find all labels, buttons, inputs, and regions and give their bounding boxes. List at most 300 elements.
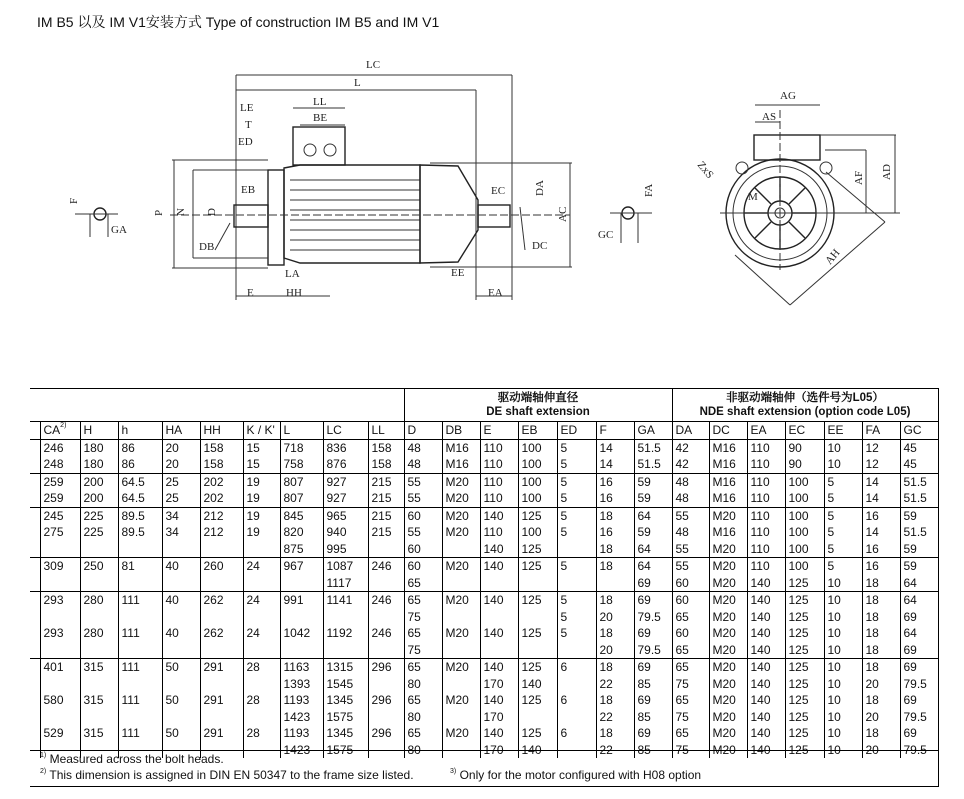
table-cell: 875 (280, 541, 323, 558)
table-cell: 215 (368, 473, 404, 490)
table-cell: 20 (162, 456, 200, 473)
table-cell: 995 (323, 541, 368, 558)
table-cell: 18 (862, 725, 900, 742)
column-header: EC (785, 422, 824, 440)
column-header: L (280, 422, 323, 440)
table-cell (368, 541, 404, 558)
table-cell (40, 575, 80, 592)
table-cell: M20 (442, 507, 480, 524)
table-cell: 262 (200, 625, 243, 642)
table-cell: 170 (480, 742, 518, 759)
table-cell (118, 541, 162, 558)
table-cell: 110 (480, 456, 518, 473)
table-cell: 170 (480, 676, 518, 693)
dim-label-dc: DC (532, 240, 548, 252)
table-cell (596, 575, 634, 592)
table-cell: 86 (118, 439, 162, 456)
table-cell: 48 (672, 524, 709, 541)
table-cell: 180 (80, 456, 118, 473)
table-cell: M16 (709, 473, 747, 490)
table-cell: 1193 (280, 725, 323, 742)
table-cell: 140 (480, 625, 518, 642)
dim-label-p: P (153, 209, 165, 216)
table-cell: 140 (747, 609, 785, 626)
table-cell (480, 609, 518, 626)
table-cell: 215 (368, 524, 404, 541)
table-cell: 55 (672, 541, 709, 558)
table-cell: 140 (480, 541, 518, 558)
table-cell (162, 575, 200, 592)
table-cell (200, 676, 243, 693)
table-row (30, 625, 938, 642)
table-cell: 125 (518, 659, 557, 676)
table-cell: 296 (368, 692, 404, 709)
table-cell: 927 (323, 473, 368, 490)
dim-label-eb: EB (241, 184, 256, 196)
column-header: F (596, 422, 634, 440)
table-cell (518, 709, 557, 726)
table-cell: 64.5 (118, 490, 162, 507)
footnote-2: $^{2)}$ This dimension is assigned in DIN EN 50347 to the frame size listed. (40, 768, 414, 782)
table-cell: 1575 (323, 709, 368, 726)
table-cell (518, 609, 557, 626)
table-cell: 158 (200, 439, 243, 456)
table-cell: 79.5 (900, 709, 938, 726)
table-cell: 40 (162, 625, 200, 642)
table-cell: 45 (900, 439, 938, 456)
table-cell: 10 (824, 709, 862, 726)
table-cell: 836 (323, 439, 368, 456)
table-cell: 10 (824, 692, 862, 709)
table-cell: 110 (747, 558, 785, 575)
table-cell: 60 (404, 507, 442, 524)
table-cell: 876 (323, 456, 368, 473)
table-cell: 125 (518, 541, 557, 558)
table-cell: 1423 (280, 709, 323, 726)
table-cell: 51.5 (634, 439, 672, 456)
table-cell: 5 (557, 456, 596, 473)
table-cell: 10 (824, 592, 862, 609)
table-cell: 110 (480, 490, 518, 507)
table-cell: 807 (280, 490, 323, 507)
table-cell: 111 (118, 592, 162, 609)
table-cell: 10 (824, 625, 862, 642)
table-cell: 59 (900, 507, 938, 524)
table-cell: M16 (442, 439, 480, 456)
table-cell: 1545 (323, 676, 368, 693)
dimension-table (30, 388, 939, 758)
table-cell: 401 (40, 659, 80, 676)
dim-label-ga: GA (111, 224, 127, 236)
table-cell: 85 (634, 676, 672, 693)
table-cell: 10 (824, 456, 862, 473)
table-cell: 315 (80, 692, 118, 709)
table-cell: 110 (747, 439, 785, 456)
table-cell: 200 (80, 473, 118, 490)
table-cell: 22 (596, 709, 634, 726)
table-cell: M16 (709, 490, 747, 507)
table-cell (243, 541, 280, 558)
table-cell: 24 (243, 625, 280, 642)
table-cell: 259 (40, 473, 80, 490)
table-cell: M20 (442, 659, 480, 676)
table-row (30, 592, 938, 609)
table-cell: 40 (162, 592, 200, 609)
table-cell: 170 (480, 709, 518, 726)
table-cell: 125 (785, 592, 824, 609)
table-cell: 28 (243, 692, 280, 709)
table-cell: M20 (442, 692, 480, 709)
table-cell (80, 609, 118, 626)
table-cell: M20 (442, 490, 480, 507)
table-cell: 64 (900, 625, 938, 642)
table-cell: M20 (709, 507, 747, 524)
table-cell: 69 (634, 575, 672, 592)
table-cell: 718 (280, 439, 323, 456)
table-cell: 291 (200, 725, 243, 742)
table-cell: 59 (634, 524, 672, 541)
side-view (170, 75, 572, 300)
footnotes (30, 750, 939, 787)
table-cell: 64 (900, 575, 938, 592)
table-cell: 60 (404, 541, 442, 558)
table-row (30, 609, 938, 626)
table-cell: 125 (785, 625, 824, 642)
table-cell: 248 (40, 456, 80, 473)
table-cell: M20 (709, 692, 747, 709)
table-cell: 110 (747, 507, 785, 524)
table-cell (200, 642, 243, 659)
table-cell (280, 609, 323, 626)
table-cell: 202 (200, 490, 243, 507)
table-row (30, 642, 938, 659)
table-cell (280, 642, 323, 659)
table-cell: 110 (480, 473, 518, 490)
table-cell: 90 (785, 439, 824, 456)
dim-label-be: BE (313, 112, 328, 124)
dim-label-d: D (206, 208, 218, 216)
dim-label-db: DB (199, 241, 215, 253)
table-cell: 20 (596, 642, 634, 659)
dim-label-m: M (748, 191, 758, 203)
end-view (720, 105, 900, 305)
table-cell (162, 676, 200, 693)
table-cell: 65 (404, 725, 442, 742)
table-cell: 315 (80, 725, 118, 742)
table-cell (243, 609, 280, 626)
table-cell: 28 (243, 725, 280, 742)
table-cell: M20 (709, 642, 747, 659)
column-header: DB (442, 422, 480, 440)
table-row (30, 575, 938, 592)
table-cell: 158 (368, 456, 404, 473)
table-cell: 246 (368, 625, 404, 642)
table-cell: 51.5 (900, 524, 938, 541)
table-cell (518, 642, 557, 659)
table-cell: 125 (785, 659, 824, 676)
table-cell: 293 (40, 592, 80, 609)
table-cell: 845 (280, 507, 323, 524)
table-cell: M20 (442, 625, 480, 642)
table-cell: 14 (596, 456, 634, 473)
table-cell: 64 (900, 592, 938, 609)
table-cell: 20 (862, 676, 900, 693)
dim-label-ag: AG (780, 90, 796, 102)
table-cell (368, 676, 404, 693)
dim-label-as: AS (762, 111, 777, 123)
nde-section-header (672, 389, 938, 422)
table-cell: 18 (862, 659, 900, 676)
dim-label-ah: AH (823, 247, 843, 267)
table-cell: 1087 (323, 558, 368, 575)
table-cell: 79.5 (900, 742, 938, 759)
table-cell: 245 (40, 507, 80, 524)
column-header: EE (824, 422, 862, 440)
table-cell: 10 (824, 609, 862, 626)
table-cell (557, 676, 596, 693)
table-cell (557, 709, 596, 726)
table-cell: 315 (80, 659, 118, 676)
table-cell: M20 (442, 592, 480, 609)
table-cell: 100 (518, 524, 557, 541)
table-cell: 180 (80, 439, 118, 456)
table-cell: 14 (596, 439, 634, 456)
table-cell (40, 642, 80, 659)
table-cell: 5 (824, 473, 862, 490)
table-cell: 100 (785, 490, 824, 507)
column-header: LL (368, 422, 404, 440)
table-cell: 807 (280, 473, 323, 490)
table-cell: 5 (824, 524, 862, 541)
table-cell: 820 (280, 524, 323, 541)
table-cell: 10 (824, 642, 862, 659)
table-cell: 60 (672, 592, 709, 609)
column-header: HH (200, 422, 243, 440)
table-cell: 59 (634, 490, 672, 507)
column-header: CA$^{2)}$ (40, 422, 80, 440)
table-cell: 140 (747, 575, 785, 592)
table-cell: 80 (404, 742, 442, 759)
table-cell (442, 676, 480, 693)
page-title: IM B5 以及 IM V1安装方式 Type of construction IM B5 and IM V1 (37, 14, 440, 30)
table-cell: 69 (634, 692, 672, 709)
table-cell: M20 (709, 676, 747, 693)
table-cell: M20 (442, 725, 480, 742)
table-cell: 125 (785, 609, 824, 626)
de-section-cn: 驱动端轴伸直径 (497, 392, 579, 404)
table-cell (557, 642, 596, 659)
table-cell: 5 (557, 609, 596, 626)
table-cell (480, 642, 518, 659)
table-cell: 16 (596, 490, 634, 507)
table-cell: 55 (404, 490, 442, 507)
table-cell: M20 (709, 742, 747, 759)
table-cell: 140 (747, 692, 785, 709)
table-cell: 65 (672, 725, 709, 742)
table-cell: 18 (596, 625, 634, 642)
table-cell: 110 (747, 473, 785, 490)
table-cell: 100 (518, 439, 557, 456)
table-cell (80, 676, 118, 693)
table-cell: 60 (672, 625, 709, 642)
table-cell: 125 (785, 725, 824, 742)
table-cell: 215 (368, 507, 404, 524)
table-row (30, 490, 938, 507)
table-cell: M16 (709, 524, 747, 541)
table-cell: 140 (480, 725, 518, 742)
table-cell (80, 709, 118, 726)
table-cell: 65 (404, 659, 442, 676)
table-cell: 125 (518, 507, 557, 524)
table-cell: 110 (747, 524, 785, 541)
table-cell: 202 (200, 473, 243, 490)
table-cell (518, 575, 557, 592)
footnote-3: $^{3)}$ Only for the motor configured with H08 option (450, 768, 702, 782)
table-cell: 18 (596, 592, 634, 609)
table-cell (40, 609, 80, 626)
table-cell (280, 575, 323, 592)
table-cell: 1042 (280, 625, 323, 642)
table-cell: 293 (40, 625, 80, 642)
table-cell: 309 (40, 558, 80, 575)
table-cell: 19 (243, 490, 280, 507)
table-cell: 69 (900, 642, 938, 659)
table-cell: 262 (200, 592, 243, 609)
table-cell: 65 (672, 642, 709, 659)
column-header: GA (634, 422, 672, 440)
table-cell: 50 (162, 692, 200, 709)
table-cell (243, 575, 280, 592)
table-cell: 1423 (280, 742, 323, 759)
table-cell (442, 541, 480, 558)
table-cell: 48 (404, 456, 442, 473)
table-cell (200, 541, 243, 558)
table-cell: 65 (672, 692, 709, 709)
table-cell: 125 (518, 692, 557, 709)
table-cell (368, 609, 404, 626)
table-row (30, 507, 938, 524)
column-header: H (80, 422, 118, 440)
table-cell: 291 (200, 659, 243, 676)
table-cell: 10 (824, 439, 862, 456)
dim-label-ac: AC (557, 206, 569, 222)
table-cell: M20 (709, 575, 747, 592)
table-cell: 250 (80, 558, 118, 575)
table-cell: M20 (709, 541, 747, 558)
table-cell: 65 (404, 575, 442, 592)
column-header: FA (862, 422, 900, 440)
table-row (30, 541, 938, 558)
table-cell: 5 (824, 490, 862, 507)
table-cell (162, 609, 200, 626)
table-cell: 75 (672, 676, 709, 693)
table-cell: 111 (118, 692, 162, 709)
table-row (30, 439, 938, 456)
dim-label-gc: GC (598, 229, 614, 241)
table-cell: 20 (596, 609, 634, 626)
table-cell: 125 (785, 676, 824, 693)
table-cell: 125 (518, 625, 557, 642)
table-cell: 5 (557, 473, 596, 490)
table-cell: M20 (709, 558, 747, 575)
table-cell: 79.5 (634, 609, 672, 626)
table-cell: 18 (862, 592, 900, 609)
column-header: LC (323, 422, 368, 440)
table-cell: M20 (442, 473, 480, 490)
table-cell: 85 (634, 709, 672, 726)
table-cell: 6 (557, 725, 596, 742)
table-cell: 5 (824, 507, 862, 524)
table-cell: 48 (404, 439, 442, 456)
table-cell (243, 676, 280, 693)
table-cell: 55 (672, 558, 709, 575)
table-cell: 19 (243, 524, 280, 541)
table-cell: 140 (518, 676, 557, 693)
table-cell: 64 (634, 507, 672, 524)
table-cell: 246 (368, 558, 404, 575)
table-cell: 59 (634, 473, 672, 490)
table-cell: 5 (557, 524, 596, 541)
table-cell: 140 (747, 592, 785, 609)
table-cell (243, 709, 280, 726)
table-cell: 580 (40, 692, 80, 709)
table-cell: 110 (480, 439, 518, 456)
table-cell: 940 (323, 524, 368, 541)
table-cell: 59 (900, 541, 938, 558)
table-cell: 991 (280, 592, 323, 609)
table-cell: 24 (243, 592, 280, 609)
table-cell: 51.5 (900, 490, 938, 507)
table-cell: 1345 (323, 692, 368, 709)
table-cell: 200 (80, 490, 118, 507)
table-cell (118, 676, 162, 693)
table-cell: 45 (900, 456, 938, 473)
dim-label-le: LE (240, 102, 254, 114)
table-cell (40, 676, 80, 693)
table-cell: 12 (862, 439, 900, 456)
dim-label-la: LA (285, 268, 300, 280)
table-cell: 140 (480, 659, 518, 676)
dim-label-e: E (247, 287, 254, 299)
table-cell: 140 (747, 676, 785, 693)
table-cell: 18 (862, 692, 900, 709)
table-cell (442, 709, 480, 726)
table-row (30, 709, 938, 726)
table-cell: 18 (596, 692, 634, 709)
table-cell: 225 (80, 507, 118, 524)
table-cell: 259 (40, 490, 80, 507)
table-cell: 75 (672, 709, 709, 726)
table-row (30, 725, 938, 742)
dim-label-f: F (68, 197, 80, 204)
table-cell: 59 (900, 558, 938, 575)
table-cell: 5 (557, 507, 596, 524)
table-cell (118, 609, 162, 626)
dim-label-zxs: ZxS (694, 159, 716, 181)
table-cell: 51.5 (634, 456, 672, 473)
table-cell: 965 (323, 507, 368, 524)
table-cell: 212 (200, 507, 243, 524)
table-cell: 100 (518, 473, 557, 490)
table-cell: 24 (243, 558, 280, 575)
table-cell: M20 (709, 709, 747, 726)
table-row (30, 456, 938, 473)
table-cell: 60 (404, 558, 442, 575)
table-cell: 280 (80, 625, 118, 642)
table-cell: 18 (862, 625, 900, 642)
table-cell: 1192 (323, 625, 368, 642)
table-cell: 1163 (280, 659, 323, 676)
